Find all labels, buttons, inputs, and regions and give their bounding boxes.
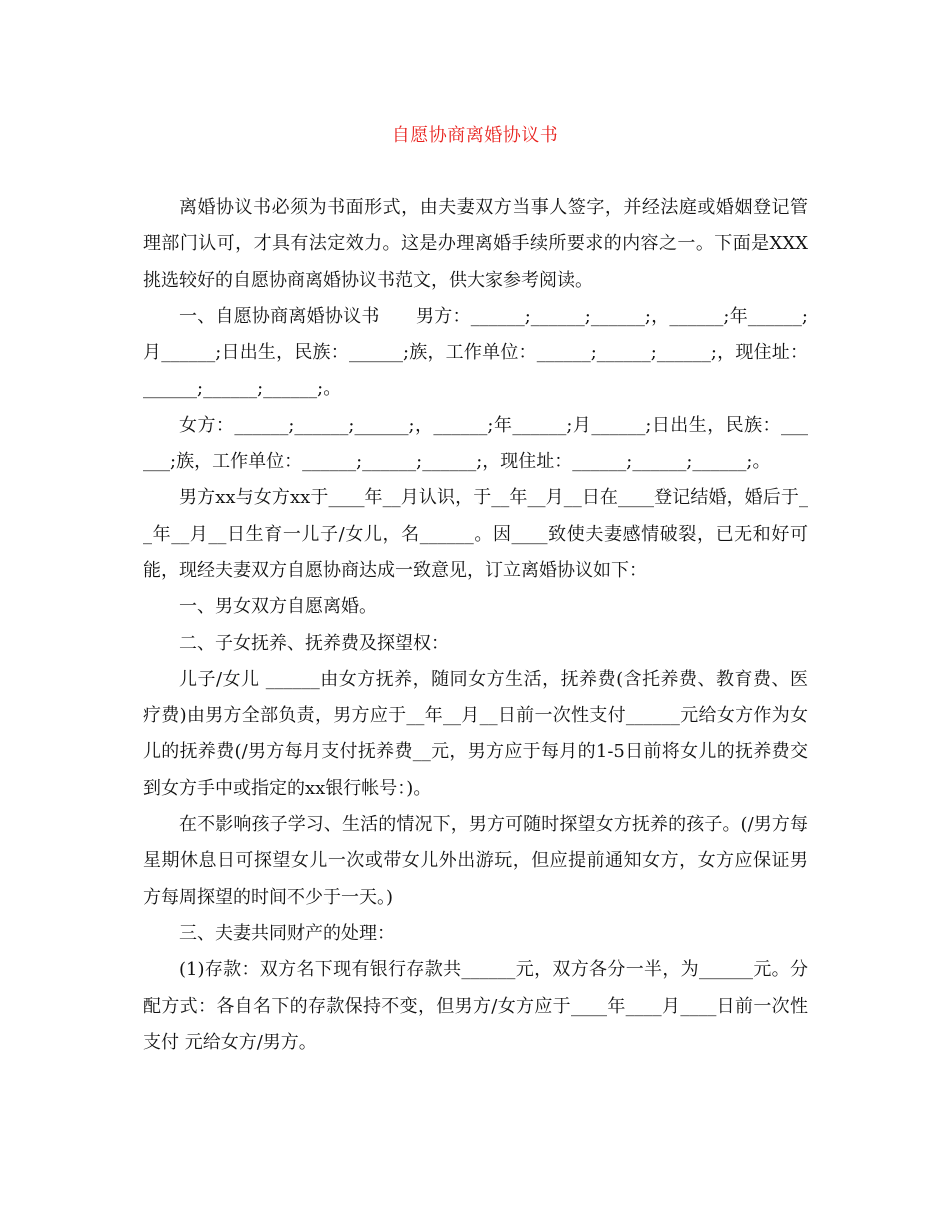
paragraph-intro: 离婚协议书必须为书面形式，由夫妻双方当事人签字，并经法庭或婚姻登记管理部门认可，才具有法定效力。这是办理离婚手续所要求的内容之一。下面是XXX挑选较好的自愿协商离婚协议书范文，供大家参考阅读。 xyxy=(143,197,808,291)
paragraph-marriage-background: 男方xx与女方xx于____年__月认识，于__年__月__日在____登记结婚，婚后于__年__月__日生育一儿子/女儿，名______。因____致使夫妻感情破裂，已无和好可能，现经夫妻双方自愿协商达成一致意见，订立离婚协议如下： xyxy=(143,487,808,581)
clause-divorce-agreement: 一、男女双方自愿离婚。 xyxy=(179,596,377,618)
paragraph-visitation: 在不影响孩子学习、生活的情况下，男方可随时探望女方抚养的孩子。(/男方每星期休息日可探望女儿一次或带女儿外出游玩，但应提前通知女方，女方应保证男方每周探望的时间不少于一天。) xyxy=(143,814,808,908)
paragraph-child-support: 儿子/女儿 ______由女方抚养，随同女方生活，抚养费(含托养费、教育费、医疗费)由男方全部负责，男方应于__年__月__日前一次性支付______元给女方作为女儿的抚养费(/男方每月支付抚养费__元，男方应于每月的1-5日前将女儿的抚养费交到女方手中或指定的xx银行帐号：)。 xyxy=(143,668,808,799)
paragraph-wife-info: 女方：______;______;______;，______;年______;月______;日出生，民族：______;族，工作单位：______;______;______;，现住址：______;______;______;。 xyxy=(143,414,808,473)
paragraph-savings: (1)存款：双方名下现有银行存款共______元，双方各分一半，为______元。分配方式：各自名下的存款保持不变，但男方/女方应于____年____月____日前一次性支付 元给女方/男方。 xyxy=(143,959,808,1053)
clause-property-heading: 三、夫妻共同财产的处理： xyxy=(179,922,395,944)
document-title: 自愿协商离婚协议书 xyxy=(391,125,559,146)
clause-child-custody-heading: 二、子女抚养、抚养费及探望权： xyxy=(179,632,449,654)
paragraph-husband-info: 一、自愿协商离婚协议书 男方：______;______;______;，______;年______;月______;日出生，民族：______;族，工作单位：______;______;______;，现住址：______;______;______;。 xyxy=(143,305,808,400)
document-body xyxy=(143,190,808,1061)
